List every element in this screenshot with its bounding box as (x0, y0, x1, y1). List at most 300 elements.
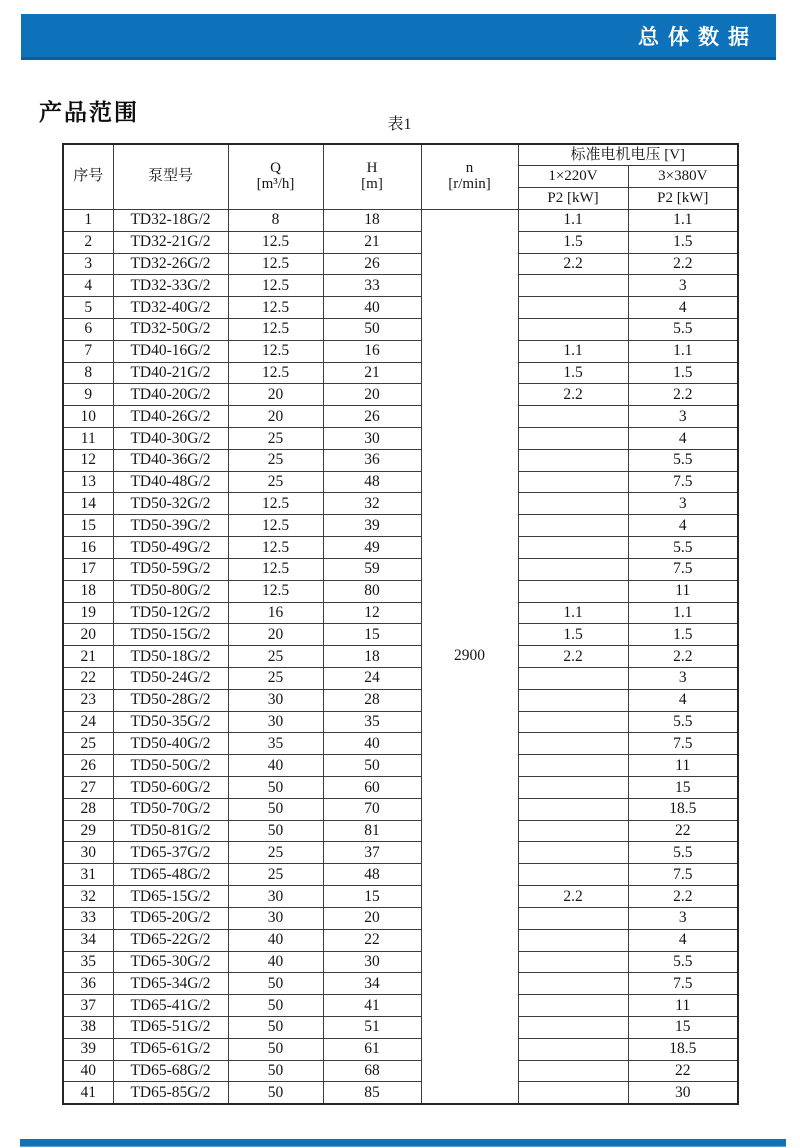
cell-p2-380: 3 (628, 406, 738, 428)
table-row (63, 755, 738, 777)
table-row (63, 362, 738, 384)
cell-head: 21 (323, 231, 421, 253)
cell-seq: 41 (63, 1082, 113, 1104)
table-row (63, 493, 738, 515)
cell-p2-220 (518, 449, 628, 471)
cell-head: 26 (323, 253, 421, 275)
table-row (63, 428, 738, 450)
cell-head: 15 (323, 886, 421, 908)
cell-p2-380: 7.5 (628, 864, 738, 886)
table-row (63, 1038, 738, 1060)
table-row (63, 1060, 738, 1082)
header-seq: 序号 (63, 144, 113, 209)
cell-seq: 19 (63, 602, 113, 624)
cell-seq: 1 (63, 209, 113, 231)
cell-model: TD65-34G/2 (113, 973, 228, 995)
cell-p2-220 (518, 1082, 628, 1104)
cell-head: 49 (323, 537, 421, 559)
cell-flow: 12.5 (228, 318, 323, 340)
table-row (63, 340, 738, 362)
cell-head: 18 (323, 209, 421, 231)
cell-p2-380: 30 (628, 1082, 738, 1104)
header-head-unit: [m] (361, 175, 383, 192)
table-row (63, 929, 738, 951)
header-speed (421, 144, 518, 209)
cell-head: 32 (323, 493, 421, 515)
cell-p2-220 (518, 951, 628, 973)
cell-seq: 25 (63, 733, 113, 755)
cell-p2-220: 2.2 (518, 384, 628, 406)
cell-flow: 50 (228, 973, 323, 995)
header-head-symbol: H (366, 160, 378, 177)
cell-head: 51 (323, 1016, 421, 1038)
table-row (63, 798, 738, 820)
cell-head: 48 (323, 864, 421, 886)
cell-p2-380: 4 (628, 689, 738, 711)
cell-p2-380: 5.5 (628, 842, 738, 864)
cell-model: TD32-18G/2 (113, 209, 228, 231)
cell-p2-380: 2.2 (628, 253, 738, 275)
table-row (63, 973, 738, 995)
cell-seq: 38 (63, 1016, 113, 1038)
table-row (63, 537, 738, 559)
cell-head: 16 (323, 340, 421, 362)
cell-head: 48 (323, 471, 421, 493)
cell-model: TD65-20G/2 (113, 907, 228, 929)
cell-p2-220 (518, 1060, 628, 1082)
table-row (63, 318, 738, 340)
cell-p2-380: 1.5 (628, 362, 738, 384)
cell-model: TD50-18G/2 (113, 646, 228, 668)
cell-flow: 12.5 (228, 275, 323, 297)
cell-flow: 40 (228, 929, 323, 951)
header-flow (228, 144, 323, 209)
cell-flow: 20 (228, 384, 323, 406)
cell-model: TD32-33G/2 (113, 275, 228, 297)
cell-flow: 50 (228, 995, 323, 1017)
table-row (63, 253, 738, 275)
cell-model: TD50-81G/2 (113, 820, 228, 842)
header-p2-380: P2 [kW] (628, 188, 738, 210)
table-row (63, 297, 738, 319)
cell-seq: 10 (63, 406, 113, 428)
cell-p2-220 (518, 820, 628, 842)
cell-p2-220: 1.1 (518, 340, 628, 362)
table-row (63, 1082, 738, 1104)
cell-head: 34 (323, 973, 421, 995)
cell-flow: 25 (228, 646, 323, 668)
cell-p2-220: 2.2 (518, 253, 628, 275)
cell-flow: 12.5 (228, 537, 323, 559)
cell-head: 30 (323, 428, 421, 450)
cell-head: 24 (323, 667, 421, 689)
table-row (63, 711, 738, 733)
cell-model: TD40-26G/2 (113, 406, 228, 428)
cell-flow: 12.5 (228, 297, 323, 319)
cell-p2-380: 2.2 (628, 384, 738, 406)
cell-model: TD50-35G/2 (113, 711, 228, 733)
cell-head: 50 (323, 755, 421, 777)
cell-p2-380: 7.5 (628, 973, 738, 995)
cell-flow: 40 (228, 755, 323, 777)
cell-flow: 50 (228, 798, 323, 820)
cell-seq: 34 (63, 929, 113, 951)
cell-head: 68 (323, 1060, 421, 1082)
table-row (63, 907, 738, 929)
cell-p2-220 (518, 755, 628, 777)
cell-head: 85 (323, 1082, 421, 1104)
cell-p2-220 (518, 907, 628, 929)
cell-head: 50 (323, 318, 421, 340)
cell-model: TD50-32G/2 (113, 493, 228, 515)
cell-model: TD65-15G/2 (113, 886, 228, 908)
cell-model: TD40-48G/2 (113, 471, 228, 493)
cell-flow: 25 (228, 842, 323, 864)
cell-p2-220 (518, 995, 628, 1017)
cell-p2-380: 11 (628, 580, 738, 602)
cell-seq: 39 (63, 1038, 113, 1060)
cell-head: 61 (323, 1038, 421, 1060)
header-flow-unit: [m³/h] (256, 175, 295, 192)
cell-p2-380: 7.5 (628, 733, 738, 755)
cell-flow: 8 (228, 209, 323, 231)
cell-seq: 9 (63, 384, 113, 406)
cell-model: TD65-41G/2 (113, 995, 228, 1017)
cell-flow: 25 (228, 428, 323, 450)
cell-flow: 12.5 (228, 253, 323, 275)
table-row (63, 842, 738, 864)
cell-model: TD65-37G/2 (113, 842, 228, 864)
cell-p2-220 (518, 798, 628, 820)
cell-p2-380: 11 (628, 755, 738, 777)
cell-p2-220 (518, 711, 628, 733)
cell-p2-220 (518, 471, 628, 493)
cell-p2-380: 15 (628, 1016, 738, 1038)
header-speed-unit: [r/min] (448, 175, 491, 192)
cell-head: 18 (323, 646, 421, 668)
table-row (63, 886, 738, 908)
table-row (63, 515, 738, 537)
cell-p2-220: 2.2 (518, 646, 628, 668)
cell-flow: 25 (228, 667, 323, 689)
table-row (63, 384, 738, 406)
table-row (63, 471, 738, 493)
cell-flow: 12.5 (228, 515, 323, 537)
cell-seq: 2 (63, 231, 113, 253)
cell-flow: 12.5 (228, 558, 323, 580)
cell-p2-380: 5.5 (628, 711, 738, 733)
cell-p2-380: 5.5 (628, 449, 738, 471)
cell-p2-220 (518, 667, 628, 689)
cell-p2-380: 7.5 (628, 471, 738, 493)
cell-model: TD65-22G/2 (113, 929, 228, 951)
cell-seq: 11 (63, 428, 113, 450)
footer-rule (20, 1139, 786, 1147)
cell-head: 28 (323, 689, 421, 711)
cell-p2-380: 22 (628, 820, 738, 842)
cell-p2-220 (518, 558, 628, 580)
cell-p2-220 (518, 406, 628, 428)
table-row (63, 646, 738, 668)
cell-p2-220 (518, 973, 628, 995)
cell-model: TD32-50G/2 (113, 318, 228, 340)
cell-p2-220 (518, 580, 628, 602)
cell-head: 15 (323, 624, 421, 646)
header-voltage-group: 标准电机电压 [V] (518, 144, 738, 166)
cell-p2-380: 22 (628, 1060, 738, 1082)
cell-seq: 5 (63, 297, 113, 319)
cell-p2-220: 1.5 (518, 231, 628, 253)
cell-seq: 36 (63, 973, 113, 995)
cell-model: TD50-49G/2 (113, 537, 228, 559)
cell-p2-380: 3 (628, 493, 738, 515)
cell-head: 12 (323, 602, 421, 624)
cell-p2-380: 4 (628, 929, 738, 951)
table-row (63, 777, 738, 799)
cell-p2-380: 1.1 (628, 602, 738, 624)
cell-seq: 27 (63, 777, 113, 799)
cell-flow: 12.5 (228, 493, 323, 515)
cell-model: TD50-15G/2 (113, 624, 228, 646)
cell-model: TD50-12G/2 (113, 602, 228, 624)
cell-seq: 20 (63, 624, 113, 646)
cell-flow: 50 (228, 820, 323, 842)
cell-p2-380: 3 (628, 667, 738, 689)
cell-seq: 18 (63, 580, 113, 602)
cell-p2-380: 3 (628, 275, 738, 297)
table-row (63, 820, 738, 842)
table-row (63, 667, 738, 689)
cell-seq: 37 (63, 995, 113, 1017)
cell-flow: 25 (228, 449, 323, 471)
cell-p2-220 (518, 515, 628, 537)
cell-flow: 30 (228, 689, 323, 711)
cell-seq: 21 (63, 646, 113, 668)
cell-flow: 12.5 (228, 580, 323, 602)
cell-head: 35 (323, 711, 421, 733)
table-row (63, 624, 738, 646)
cell-head: 37 (323, 842, 421, 864)
cell-p2-380: 4 (628, 515, 738, 537)
cell-model: TD32-26G/2 (113, 253, 228, 275)
cell-p2-220 (518, 1038, 628, 1060)
cell-head: 40 (323, 733, 421, 755)
cell-seq: 12 (63, 449, 113, 471)
cell-head: 20 (323, 907, 421, 929)
table-row (63, 580, 738, 602)
cell-p2-380: 5.5 (628, 318, 738, 340)
cell-p2-220: 1.1 (518, 209, 628, 231)
cell-model: TD65-61G/2 (113, 1038, 228, 1060)
cell-seq: 16 (63, 537, 113, 559)
cell-p2-220 (518, 864, 628, 886)
cell-head: 41 (323, 995, 421, 1017)
cell-p2-220 (518, 537, 628, 559)
cell-flow: 50 (228, 1060, 323, 1082)
cell-head: 40 (323, 297, 421, 319)
cell-seq: 26 (63, 755, 113, 777)
cell-flow: 12.5 (228, 362, 323, 384)
cell-flow: 20 (228, 406, 323, 428)
cell-p2-380: 18.5 (628, 798, 738, 820)
cell-seq: 14 (63, 493, 113, 515)
cell-seq: 8 (63, 362, 113, 384)
cell-seq: 33 (63, 907, 113, 929)
cell-p2-220 (518, 493, 628, 515)
table-row (63, 689, 738, 711)
cell-p2-380: 1.5 (628, 624, 738, 646)
cell-p2-220 (518, 297, 628, 319)
cell-head: 20 (323, 384, 421, 406)
product-range-table (62, 143, 739, 1105)
cell-flow: 12.5 (228, 231, 323, 253)
cell-p2-220: 1.5 (518, 624, 628, 646)
cell-flow: 16 (228, 602, 323, 624)
cell-head: 60 (323, 777, 421, 799)
cell-p2-220 (518, 275, 628, 297)
cell-model: TD50-28G/2 (113, 689, 228, 711)
cell-seq: 4 (63, 275, 113, 297)
table-row (63, 449, 738, 471)
table-row (63, 406, 738, 428)
cell-flow: 30 (228, 907, 323, 929)
cell-seq: 31 (63, 864, 113, 886)
cell-head: 36 (323, 449, 421, 471)
cell-model: TD50-60G/2 (113, 777, 228, 799)
cell-flow: 30 (228, 711, 323, 733)
header-voltage-380: 3×380V (628, 166, 738, 188)
cell-model: TD65-48G/2 (113, 864, 228, 886)
header-model: 泵型号 (113, 144, 228, 209)
cell-model: TD40-16G/2 (113, 340, 228, 362)
cell-p2-220 (518, 318, 628, 340)
cell-flow: 50 (228, 1082, 323, 1104)
cell-p2-380: 2.2 (628, 646, 738, 668)
cell-model: TD50-80G/2 (113, 580, 228, 602)
cell-p2-380: 4 (628, 297, 738, 319)
cell-seq: 28 (63, 798, 113, 820)
cell-head: 59 (323, 558, 421, 580)
cell-head: 33 (323, 275, 421, 297)
cell-p2-380: 5.5 (628, 951, 738, 973)
header-head (323, 144, 421, 209)
header-p2-220: P2 [kW] (518, 188, 628, 210)
cell-seq: 23 (63, 689, 113, 711)
cell-head: 26 (323, 406, 421, 428)
cell-model: TD40-21G/2 (113, 362, 228, 384)
cell-flow: 35 (228, 733, 323, 755)
cell-model: TD32-40G/2 (113, 297, 228, 319)
cell-head: 30 (323, 951, 421, 973)
cell-seq: 32 (63, 886, 113, 908)
table-row (63, 231, 738, 253)
cell-seq: 15 (63, 515, 113, 537)
table-row (63, 558, 738, 580)
cell-seq: 30 (63, 842, 113, 864)
cell-seq: 13 (63, 471, 113, 493)
header-flow-symbol: Q (270, 160, 281, 177)
cell-p2-380: 18.5 (628, 1038, 738, 1060)
cell-head: 22 (323, 929, 421, 951)
cell-flow: 40 (228, 951, 323, 973)
cell-model: TD40-36G/2 (113, 449, 228, 471)
cell-model: TD50-70G/2 (113, 798, 228, 820)
table-row (63, 951, 738, 973)
table-body (63, 209, 738, 1103)
cell-model: TD65-85G/2 (113, 1082, 228, 1104)
cell-p2-220 (518, 733, 628, 755)
cell-head: 80 (323, 580, 421, 602)
cell-p2-380: 11 (628, 995, 738, 1017)
cell-flow: 50 (228, 1038, 323, 1060)
cell-p2-220: 1.5 (518, 362, 628, 384)
cell-model: TD50-59G/2 (113, 558, 228, 580)
table-row (63, 864, 738, 886)
cell-p2-380: 1.1 (628, 340, 738, 362)
cell-p2-380: 7.5 (628, 558, 738, 580)
cell-model: TD50-50G/2 (113, 755, 228, 777)
cell-model: TD40-20G/2 (113, 384, 228, 406)
cell-seq: 17 (63, 558, 113, 580)
table-caption: 表1 (387, 116, 412, 133)
cell-p2-220 (518, 929, 628, 951)
cell-model: TD50-39G/2 (113, 515, 228, 537)
cell-p2-220 (518, 1016, 628, 1038)
cell-model: TD50-24G/2 (113, 667, 228, 689)
cell-flow: 50 (228, 777, 323, 799)
table-header (63, 144, 738, 209)
cell-p2-220 (518, 842, 628, 864)
cell-p2-220: 2.2 (518, 886, 628, 908)
cell-seq: 24 (63, 711, 113, 733)
cell-head: 81 (323, 820, 421, 842)
cell-head: 70 (323, 798, 421, 820)
cell-seq: 40 (63, 1060, 113, 1082)
cell-flow: 50 (228, 1016, 323, 1038)
cell-p2-220: 1.1 (518, 602, 628, 624)
table-row (63, 275, 738, 297)
cell-p2-380: 1.1 (628, 209, 738, 231)
cell-model: TD65-30G/2 (113, 951, 228, 973)
cell-model: TD50-40G/2 (113, 733, 228, 755)
cell-head: 21 (323, 362, 421, 384)
cell-speed-merged: 2900 (421, 209, 518, 1103)
table-row (63, 733, 738, 755)
table-row (63, 995, 738, 1017)
cell-p2-380: 15 (628, 777, 738, 799)
cell-p2-220 (518, 428, 628, 450)
cell-flow: 30 (228, 886, 323, 908)
cell-flow: 25 (228, 471, 323, 493)
cell-model: TD65-68G/2 (113, 1060, 228, 1082)
header-banner-title: 总体数据 (638, 25, 758, 49)
header-voltage-220: 1×220V (518, 166, 628, 188)
table-row (63, 209, 738, 231)
cell-flow: 12.5 (228, 340, 323, 362)
cell-p2-380: 2.2 (628, 886, 738, 908)
cell-p2-220 (518, 689, 628, 711)
cell-seq: 3 (63, 253, 113, 275)
cell-p2-380: 4 (628, 428, 738, 450)
cell-model: TD40-30G/2 (113, 428, 228, 450)
cell-seq: 35 (63, 951, 113, 973)
header-speed-symbol: n (465, 160, 474, 177)
table-row (63, 1016, 738, 1038)
cell-head: 39 (323, 515, 421, 537)
cell-seq: 6 (63, 318, 113, 340)
cell-seq: 7 (63, 340, 113, 362)
cell-p2-380: 3 (628, 907, 738, 929)
